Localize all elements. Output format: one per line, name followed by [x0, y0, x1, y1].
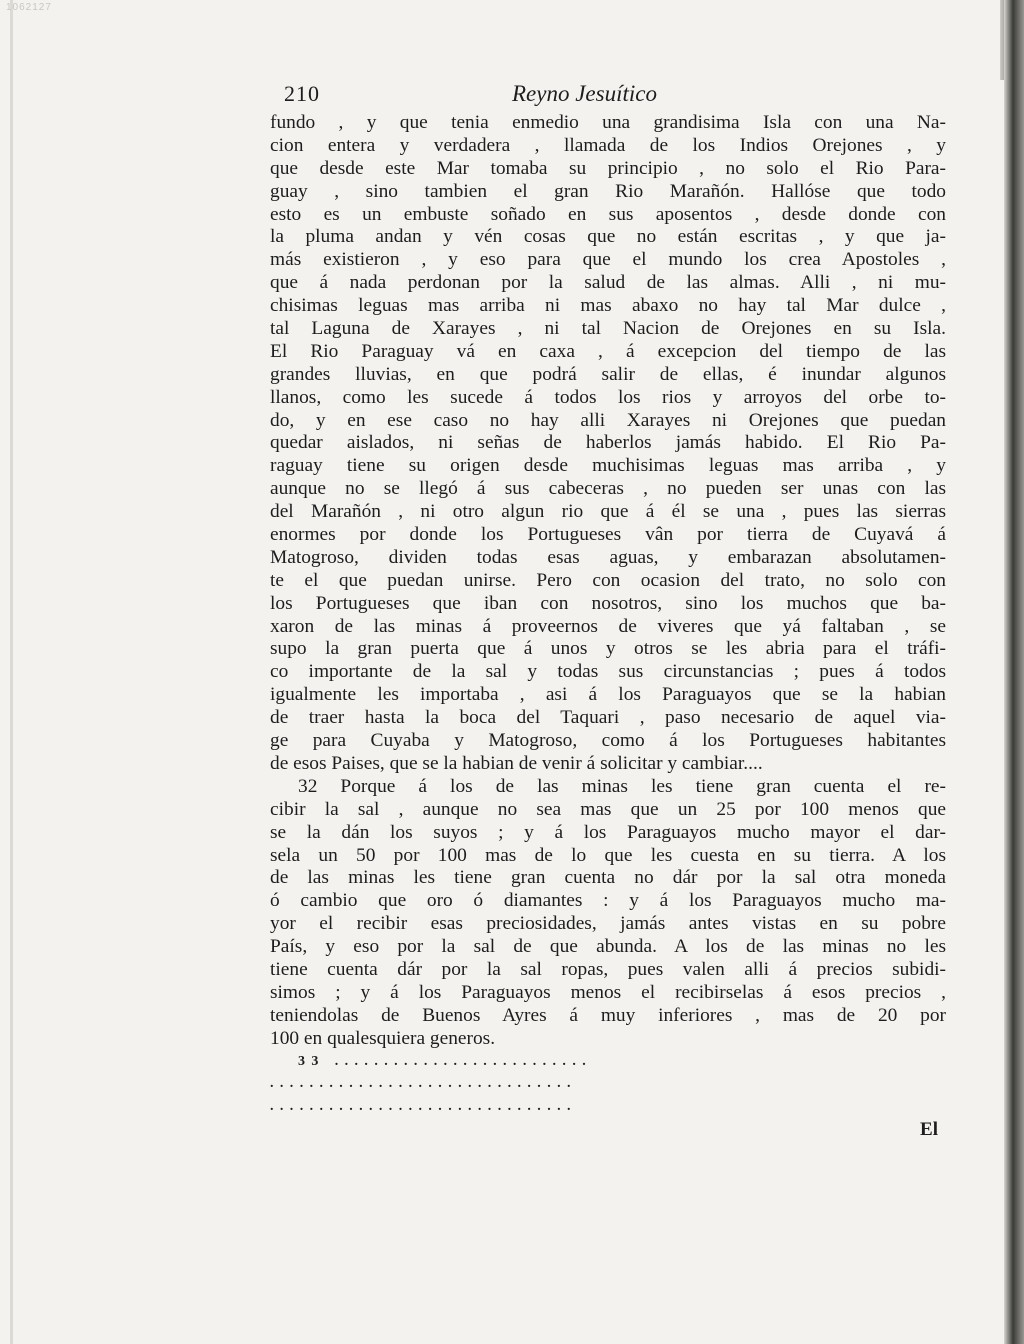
text-line: 100 en qualesquiera generos. [270, 1027, 496, 1049]
text-line: te el que puedan unirse. Pero con ocasion del trato, no solo con [270, 569, 946, 591]
running-header [270, 76, 946, 106]
text-line: más existieron , y eso para que el mundo los crea Apostoles , [270, 249, 946, 271]
text-line: de las minas les tiene gran cuenta no dár por la sal otra moneda [270, 867, 946, 889]
text-line: del Marañón , ni otro algun rio que á él se una , pues las sierras [270, 501, 946, 523]
text-line: chisimas leguas mas arriba ni mas abaxo no hay tal Mar dulce , [270, 295, 946, 317]
running-title: Reyno Jesuítico [512, 81, 657, 107]
text-line: ó cambio que oro ó diamantes : y á los Paraguayos mucho ma- [270, 890, 946, 912]
page-left-edge [10, 0, 13, 1344]
text-line: ge para Cuyaba y Matogroso, como á los Portugueses habitantes [270, 730, 946, 752]
text-line: de esos Paises, que se la habian de venir á solicitar y cambiar.... [270, 752, 763, 774]
text-line: guay , sino tambien el gran Rio Marañón. Hallóse que todo [270, 180, 946, 202]
text-line: igualmente les importaba , asi á los Paraguayos que se la habian [270, 684, 946, 706]
text-line: tiene cuenta dár por la sal ropas, pues valen alli á precios subidi- [270, 958, 946, 980]
text-line: fundo , y que tenia enmedio una grandisima Isla con una Na- [270, 112, 946, 133]
book-spine [1004, 0, 1024, 1344]
text-line: 32 Porque á los de las minas les tiene gran cuenta el re- [298, 775, 946, 797]
text-line: los Portugueses que iban con nosotros, sino los muchos que ba- [270, 592, 946, 614]
text-line: supo la gran puerta que á unos y otros se les abria para el tráfi- [270, 638, 946, 660]
text-line: enormes por donde los Portugueses vân por tierra de Cuyavá á [270, 524, 946, 546]
text-line: esto es un embuste soñado en sus aposentos , desde donde con [270, 203, 946, 225]
text-line: Matogroso, dividen todas esas aguas, y embarazan absolutamen- [270, 546, 946, 568]
scan-identifier: 1062127 [6, 2, 52, 13]
text-line: El Rio Paraguay vá en caxa , á excepcion del tiempo de las [270, 340, 946, 362]
text-line: xaron de las minas á proveernos de viveres que yá faltaban , se [270, 615, 946, 637]
ellipsis-line: 33 .......................... [298, 1053, 593, 1069]
text-line: co importante de la sal y todas sus circunstancias ; pues á todos [270, 661, 946, 683]
text-line: de traer hasta la boca del Taquari , paso necesario de aquel via- [270, 707, 946, 729]
text-line: cibir la sal , aunque no sea mas que un 25 por 100 menos que [270, 798, 946, 820]
text-line: raguay tiene su origen desde muchisimas leguas mas arriba , y [270, 455, 946, 477]
text-line: grandes lluvias, en que podrá salir de ellas, é inundar algunos [270, 363, 946, 385]
text-line: quedar aislados, ni señas de haberlos jamás habido. El Rio Pa- [270, 432, 946, 454]
body-text [270, 112, 946, 1051]
text-line: que desde este Mar tomaba su principio , no solo el Rio Para- [270, 157, 946, 179]
text-line: simos ; y á los Paraguayos menos el recibirselas á esos precios , [270, 981, 946, 1003]
text-block [270, 76, 946, 1141]
text-line: tal Laguna de Xarayes , ni tal Nacion de Orejones en su Isla. [270, 318, 946, 340]
text-line: llanos, como les sucede á todos los rios y arroyos del orbe to- [270, 386, 946, 408]
text-line: teniendolas de Buenos Ayres á muy inferiores , mas de 20 por [270, 1004, 946, 1026]
text-line: que á nada perdonan por la salud de las almas. Alli , ni mu- [270, 272, 946, 294]
text-line: aunque no se llegó á sus cabeceras , no pueden ser unas con las [270, 478, 946, 500]
text-line: País, y eso por la sal de que abunda. A los de las minas no les [270, 936, 946, 958]
text-line: la pluma andan y vén cosas que no están escritas , y que ja- [270, 226, 946, 248]
text-line: se la dán los suyos ; y á los Paraguayos mucho mayor el dar- [270, 821, 946, 843]
catchword: El [920, 1119, 938, 1141]
text-line: sela un 50 por 100 mas de lo que les cuesta en su tierra. A los [270, 844, 946, 866]
text-line: yor el recibir esas preciosidades, jamás antes vistas en su pobre [270, 913, 946, 935]
ellipsis-line: ............................... [270, 1099, 577, 1115]
text-line: cion entera y verdadera , llamada de los Indios Orejones , y [270, 134, 946, 156]
page-number: 210 [284, 81, 320, 107]
text-line: do, y en ese caso no hay alli Xarayes ni Orejones que puedan [270, 409, 946, 431]
ellipsis-line: ............................... [270, 1076, 577, 1092]
